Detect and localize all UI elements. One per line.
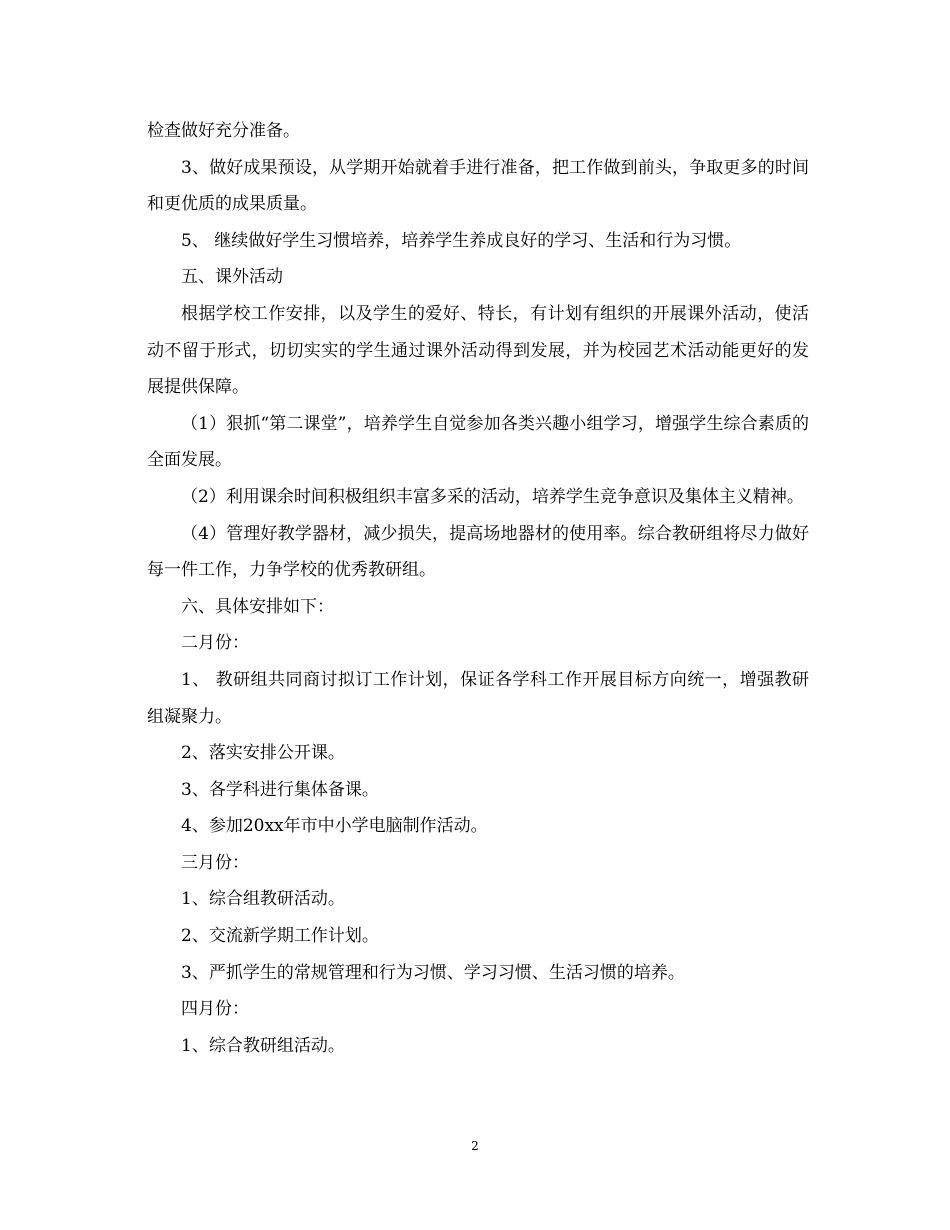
section-heading: 五、课外活动 [181, 267, 283, 288]
month-heading: 四月份： [181, 999, 249, 1020]
paragraph: （4）管理好教学器材，减少损失，提高场地器材的使用率。综合教研组将尽力做好每一件工作，力争学校的优秀教研组。 [147, 523, 809, 581]
list-item: 1、综合组教研活动。 [181, 889, 345, 910]
list-item: 1、 教研组共同商讨拟订工作计划，保证各学科工作开展目标方向统一，增强教研组凝聚力。 [147, 669, 809, 727]
paragraph: （1）狠抓“第二课堂”，培养学生自觉参加各类兴趣小组学习，增强学生综合素质的全面发展。 [147, 413, 809, 471]
list-item: 3、各学科进行集体备课。 [181, 779, 379, 800]
document-body [147, 113, 809, 1064]
page-number: 2 [471, 1139, 479, 1153]
list-item: 3、严抓学生的常规管理和行为习惯、学习习惯、生活习惯的培养。 [181, 962, 685, 983]
month-heading: 三月份： [181, 852, 249, 873]
list-item: 1、综合教研组活动。 [181, 1035, 345, 1056]
list-item: 2、落实安排公开课。 [181, 743, 345, 764]
list-item: 2、交流新学期工作计划。 [181, 926, 379, 947]
paragraph: 检查做好充分准备。 [147, 121, 300, 141]
paragraph: 5、 继续做好学生习惯培养，培养学生养成良好的学习、生活和行为习惯。 [181, 230, 742, 251]
list-item: 4、参加20xx年市中小学电脑制作活动。 [181, 816, 488, 837]
paragraph: 3、做好成果预设，从学期开始就着手进行准备，把工作做到前头，争取更多的时间和更优质的成果质量。 [147, 157, 809, 215]
paragraph: 根据学校工作安排，以及学生的爱好、特长，有计划有组织的开展课外活动，使活动不留于形式，切切实实的学生通过课外活动得到发展，并为校园艺术活动能更好的发展提供保障。 [147, 303, 809, 398]
section-heading: 六、具体安排如下： [181, 596, 334, 617]
paragraph: （2）利用课余时间积极组织丰富多采的活动，培养学生竞争意识及集体主义精神。 [181, 486, 804, 507]
month-heading: 二月份： [181, 633, 249, 654]
